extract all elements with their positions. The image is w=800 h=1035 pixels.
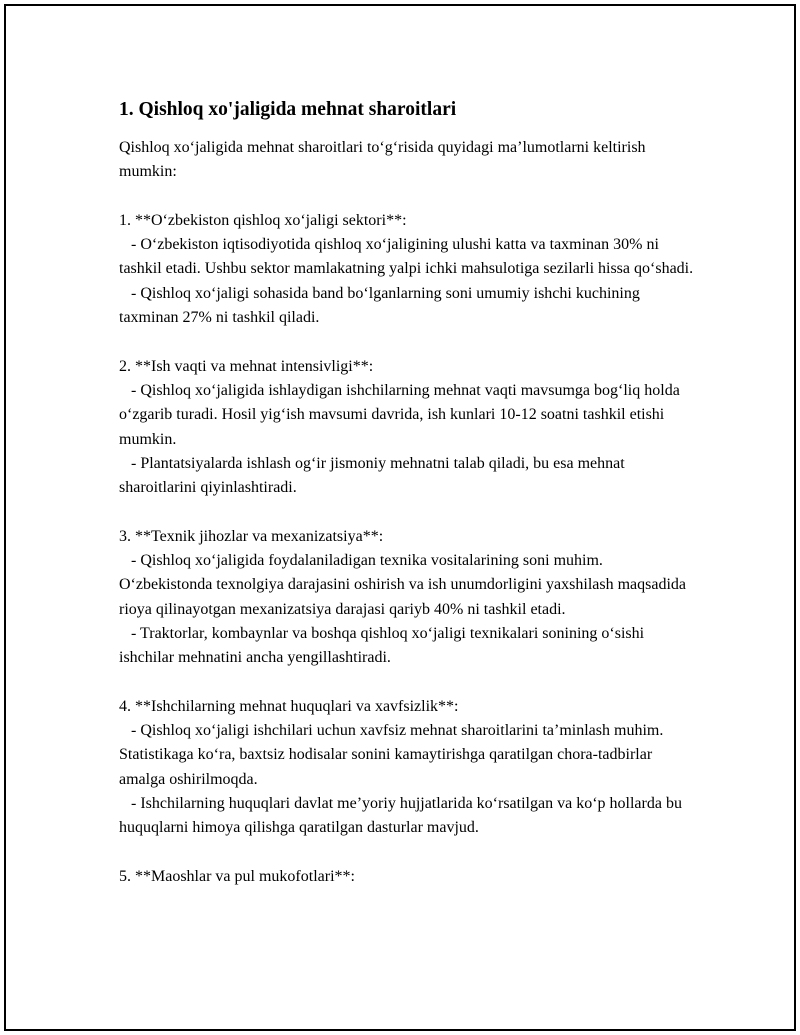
document-content xyxy=(119,96,694,889)
spacer xyxy=(119,185,694,209)
section-2-bullet-1: - Qishloq xoʻjaligida ishlaydigan ishchilarning mehnat vaqti mavsumga bogʻliq holda oʻzgarib turadi. Hosil yigʻish mavsumi davrida, ish kunlari 10-12 soatni tashkil etishi mumkin. xyxy=(119,381,684,448)
section-3-bullet-1: - Qishloq xoʻjaligida foydalaniladigan texnika vositalarining soni muhim. Oʻzbekistonda texnolgiya darajasini oshirish va ish unumdorligini yaxshilash maqsadida rioya qilinayotgan mexanizatsiya darajasi qariyb 40% ni tashkil etadi. xyxy=(119,552,691,618)
section-1-heading: 1. **Oʻzbekiston qishloq xoʻjaligi sektori**: xyxy=(119,211,407,229)
document-page xyxy=(4,4,796,1031)
section-3-heading: 3. **Texnik jihozlar va mexanizatsiya**: xyxy=(119,527,384,545)
section-3-bullet-2: - Traktorlar, kombaynlar va boshqa qishloq xoʻjaligi texnikalari sonining oʻsishi ishchilar mehnatini ancha yengillashtiradi. xyxy=(119,624,649,667)
spacer xyxy=(119,500,694,524)
section-4-heading: 4. **Ishchilarning mehnat huquqlari va xavfsizlik**: xyxy=(119,697,459,715)
section-1-bullet-1: - Oʻzbekiston iqtisodiyotida qishloq xoʻjaligining ulushi katta va taxminan 30% ni tashkil etadi. Ushbu sektor mamlakatning yalpi ichki mahsulotiga sezilarli hissa qoʻshadi. xyxy=(119,236,694,278)
spacer xyxy=(119,330,694,354)
intro-paragraph: Qishloq xoʻjaligida mehnat sharoitlari toʻgʻrisida quyidagi maʼlumotlarni keltirish mumkin: xyxy=(119,139,650,181)
section-4-bullet-1: - Qishloq xoʻjaligi ishchilari uchun xavfsiz mehnat sharoitlarini taʼminlash muhim. Statistikaga koʻra, baxtsiz hodisalar sonini kamaytirishga qaratilgan chora-tadbirlar amalga oshirilmoqda. xyxy=(119,722,668,788)
section-5-heading: 5. **Maoshlar va pul mukofotlari**: xyxy=(119,867,355,885)
spacer xyxy=(119,841,694,865)
section-2-heading: 2. **Ish vaqti va mehnat intensivligi**: xyxy=(119,357,374,375)
spacer xyxy=(119,671,694,695)
section-2-bullet-2: - Plantatsiyalarda ishlash ogʻir jismoniy mehnatni talab qiladi, bu esa mehnat sharoitlarini qiyinlashtiradi. xyxy=(119,454,629,497)
section-1-bullet-2: - Qishloq xoʻjaligi sohasida band boʻlganlarning soni umumiy ishchi kuchining taxminan 27% ni tashkil qiladi. xyxy=(119,284,644,327)
section-4-bullet-2: - Ishchilarning huquqlari davlat meʼyoriy hujjatlarida koʻrsatilgan va koʻp hollarda bu huquqlarni himoya qilishga qaratilgan dasturlar mavjud. xyxy=(119,795,686,837)
document-title: 1. Qishloq xo'jaligida mehnat sharoitlari xyxy=(119,99,457,120)
